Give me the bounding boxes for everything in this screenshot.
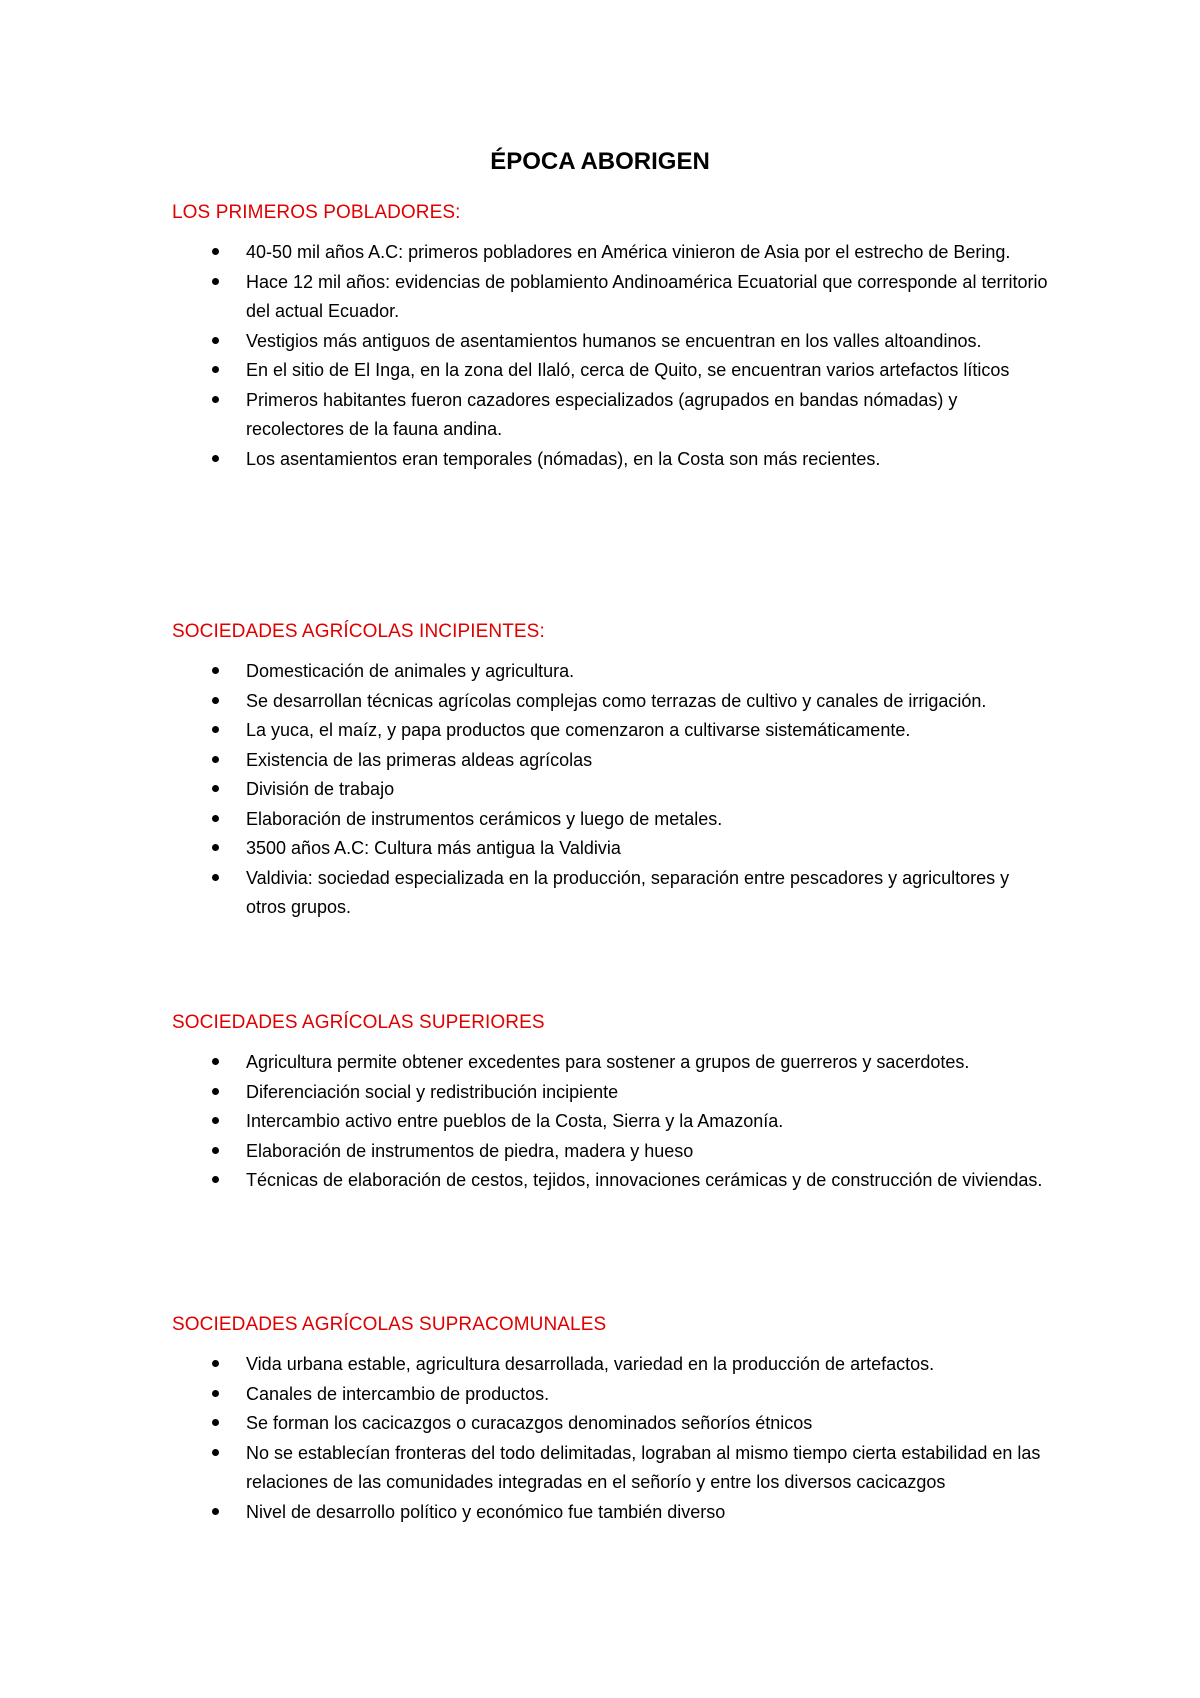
list-item-text: Hace 12 mil años: evidencias de poblamiento Andinoamérica Ecuatorial que corresponde al territorio del actual Ecuador. bbox=[246, 271, 1048, 321]
bullet-icon bbox=[212, 1088, 219, 1095]
list-item bbox=[172, 1439, 1052, 1498]
list-item bbox=[172, 327, 1052, 357]
bullet-icon bbox=[212, 1058, 219, 1065]
list-item-text: Intercambio activo entre pueblos de la Costa, Sierra y la Amazonía. bbox=[246, 1111, 784, 1131]
bullet-icon bbox=[212, 756, 219, 763]
list-item-text: Vida urbana estable, agricultura desarrollada, variedad en la producción de artefactos. bbox=[246, 1354, 935, 1374]
document-title: ÉPOCA ABORIGEN bbox=[490, 148, 710, 175]
list-item-text: Técnicas de elaboración de cestos, tejidos, innovaciones cerámicas y de construcción de viviendas. bbox=[246, 1170, 1043, 1190]
list-item-text: Domesticación de animales y agricultura. bbox=[246, 661, 575, 681]
list-item-text: Agricultura permite obtener excedentes para sostener a grupos de guerreros y sacerdotes. bbox=[246, 1052, 970, 1072]
list-item bbox=[172, 1498, 1052, 1528]
list-item bbox=[172, 1409, 1052, 1439]
bullet-icon bbox=[212, 337, 219, 344]
list-item-text: Elaboración de instrumentos de piedra, madera y hueso bbox=[246, 1140, 694, 1161]
section-heading: SOCIEDADES AGRÍCOLAS INCIPIENTES: bbox=[172, 621, 545, 642]
bullet-icon bbox=[212, 1419, 219, 1426]
bullet-icon bbox=[212, 1390, 219, 1397]
list-item-text: Vestigios más antiguos de asentamientos humanos se encuentran en los valles altoandinos. bbox=[246, 330, 982, 351]
list-item bbox=[172, 775, 1052, 805]
list-item bbox=[172, 1380, 1052, 1410]
list-item-text: No se establecían fronteras del todo delimitadas, lograban al mismo tiempo cierta estabilidad en las relaciones de las comunidades integradas en el señorío y entre los diversos cacicazgos bbox=[246, 1442, 1041, 1492]
bullet-icon bbox=[212, 1360, 219, 1367]
section-sociedades-agricolas-incipientes bbox=[172, 617, 1052, 923]
list-item bbox=[172, 356, 1052, 386]
bullet-list bbox=[172, 1048, 1052, 1196]
bullet-icon bbox=[212, 366, 219, 373]
list-item bbox=[172, 445, 1052, 475]
bullet-list bbox=[172, 1350, 1052, 1527]
list-item bbox=[172, 864, 1052, 923]
list-item bbox=[172, 1350, 1052, 1380]
list-item bbox=[172, 834, 1052, 864]
list-item bbox=[172, 1137, 1052, 1167]
list-item-text: Nivel de desarrollo político y económico fue también diverso bbox=[246, 1501, 726, 1522]
bullet-icon bbox=[212, 726, 219, 733]
bullet-icon bbox=[212, 1176, 219, 1183]
list-item bbox=[172, 238, 1052, 268]
list-item-text: Se forman los cacicazgos o curacazgos denominados señoríos étnicos bbox=[246, 1413, 813, 1433]
bullet-icon bbox=[212, 455, 219, 462]
list-item bbox=[172, 386, 1052, 445]
bullet-icon bbox=[212, 1508, 219, 1515]
list-item-text: 3500 años A.C: Cultura más antigua la Valdivia bbox=[246, 838, 621, 858]
bullet-icon bbox=[212, 667, 219, 674]
list-item bbox=[172, 746, 1052, 776]
list-item-text: 40-50 mil años A.C: primeros pobladores en América vinieron de Asia por el estrecho de Bering. bbox=[246, 242, 1011, 262]
list-item-text: Los asentamientos eran temporales (nómadas), en la Costa son más recientes. bbox=[246, 448, 881, 469]
list-item-text: Valdivia: sociedad especializada en la producción, separación entre pescadores y agricultores y otros grupos. bbox=[246, 867, 1010, 917]
list-item bbox=[172, 268, 1052, 327]
list-item bbox=[172, 716, 1052, 746]
list-item-text: Diferenciación social y redistribución incipiente bbox=[246, 1081, 619, 1102]
bullet-icon bbox=[212, 697, 219, 704]
bullet-icon bbox=[212, 248, 219, 255]
bullet-list bbox=[172, 657, 1052, 923]
bullet-icon bbox=[212, 396, 219, 403]
bullet-icon bbox=[212, 1147, 219, 1154]
list-item-text: División de trabajo bbox=[246, 779, 395, 799]
list-item-text: Canales de intercambio de productos. bbox=[246, 1383, 550, 1404]
list-item bbox=[172, 1048, 1052, 1078]
list-item-text: En el sitio de El Inga, en la zona del Ilaló, cerca de Quito, se encuentran varios artefactos líticos bbox=[246, 360, 1010, 380]
list-item-text: La yuca, el maíz, y papa productos que comenzaron a cultivarse sistemáticamente. bbox=[246, 720, 911, 740]
bullet-icon bbox=[212, 785, 219, 792]
section-primeros-pobladores bbox=[172, 198, 1052, 474]
section-heading: SOCIEDADES AGRÍCOLAS SUPERIORES bbox=[172, 1012, 545, 1033]
list-item bbox=[172, 805, 1052, 835]
section-sociedades-agricolas-supracomunales bbox=[172, 1310, 1052, 1527]
list-item bbox=[172, 1078, 1052, 1108]
list-item-text: Se desarrollan técnicas agrícolas complejas como terrazas de cultivo y canales de irrigación. bbox=[246, 690, 987, 711]
section-sociedades-agricolas-superiores bbox=[172, 1008, 1052, 1196]
list-item-text: Primeros habitantes fueron cazadores especializados (agrupados en bandas nómadas) y recolectores de la fauna andina. bbox=[246, 389, 958, 439]
bullet-icon bbox=[212, 278, 219, 285]
bullet-list bbox=[172, 238, 1052, 474]
bullet-icon bbox=[212, 874, 219, 881]
bullet-icon bbox=[212, 1117, 219, 1124]
section-heading: LOS PRIMEROS POBLADORES: bbox=[172, 202, 461, 223]
list-item bbox=[172, 1166, 1052, 1196]
bullet-icon bbox=[212, 815, 219, 822]
section-heading: SOCIEDADES AGRÍCOLAS SUPRACOMUNALES bbox=[172, 1314, 607, 1335]
list-item-text: Existencia de las primeras aldeas agrícolas bbox=[246, 749, 593, 770]
list-item-text: Elaboración de instrumentos cerámicos y luego de metales. bbox=[246, 808, 723, 829]
bullet-icon bbox=[212, 844, 219, 851]
bullet-icon bbox=[212, 1449, 219, 1456]
list-item bbox=[172, 657, 1052, 687]
list-item bbox=[172, 1107, 1052, 1137]
list-item bbox=[172, 687, 1052, 717]
